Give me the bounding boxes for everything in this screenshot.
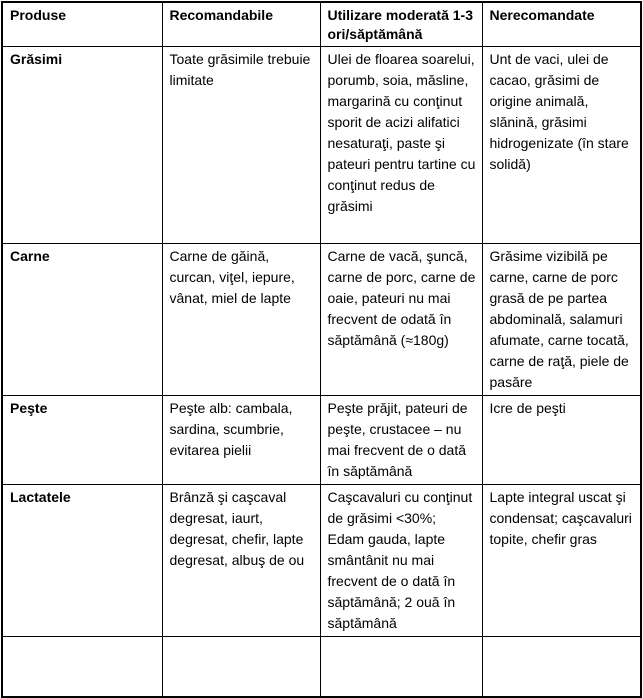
cell-partial-4: [482, 637, 641, 697]
food-recommendations-table: [1, 1, 642, 698]
cell-partial-1: [2, 637, 162, 697]
cell-grasimi-not-recommended: Unt de vaci, ulei de cacao, grăsimi de origine animală, slănină, grăsimi hidrogenizate (în stare solidă): [482, 47, 641, 244]
cell-lactatele-moderate: Caşcavaluri cu conţinut de grăsimi <30%; Edam gauda, lapte smântânit nu mai frecvent de o dată în săptămână; 2 ouă în săptămână: [320, 485, 482, 637]
column-header-produse: Produse: [2, 2, 162, 47]
cell-peste-not-recommended: Icre de peşti: [482, 396, 641, 485]
product-name-peste: Peşte: [2, 396, 162, 485]
table-row-partial: [2, 637, 641, 697]
cell-grasimi-moderate: Ulei de floarea soarelui, porumb, soia, măsline, margarină cu conţinut sporit de acizi alifatici nesaturaţi, paste şi pateuri pentru tartine cu conţinut redus de grăsimi: [320, 47, 482, 244]
table-row-carne: [2, 244, 641, 396]
table-header-row: [2, 2, 641, 47]
column-header-utilizare-moderata: Utilizare moderată 1-3 ori/săptămână: [320, 2, 482, 47]
product-name-carne: Carne: [2, 244, 162, 396]
cell-grasimi-recommended: Toate grăsimile trebuie limitate: [162, 47, 320, 244]
table-row-peste: [2, 396, 641, 485]
table-row-grasimi: [2, 47, 641, 244]
cell-partial-3: [320, 637, 482, 697]
table-row-lactatele: [2, 485, 641, 637]
cell-carne-recommended: Carne de găină, curcan, viţel, iepure, vânat, miel de lapte: [162, 244, 320, 396]
cell-lactatele-not-recommended: Lapte integral uscat şi condensat; caşcavaluri topite, chefir gras: [482, 485, 641, 637]
cell-carne-not-recommended: Grăsime vizibilă pe carne, carne de porc grasă de pe partea abdominală, salamuri afumate, carne tocată, carne de raţă, piele de pasăre: [482, 244, 641, 396]
cell-lactatele-recommended: Brânză şi caşcaval degresat, iaurt, degresat, chefir, lapte degresat, albuş de ou: [162, 485, 320, 637]
cell-peste-moderate: Peşte prăjit, pateuri de peşte, crustacee – nu mai frecvent de o dată în săptămână: [320, 396, 482, 485]
column-header-recomandabile: Recomandabile: [162, 2, 320, 47]
cell-partial-2: [162, 637, 320, 697]
column-header-nerecomandate: Nerecomandate: [482, 2, 641, 47]
cell-carne-moderate: Carne de vacă, şuncă, carne de porc, carne de oaie, pateuri nu mai frecvent de odată în săptămână (≈180g): [320, 244, 482, 396]
document-page: [0, 1, 643, 631]
cell-peste-recommended: Peşte alb: cambala, sardina, scumbrie, evitarea pielii: [162, 396, 320, 485]
product-name-grasimi: Grăsimi: [2, 47, 162, 244]
product-name-lactatele: Lactatele: [2, 485, 162, 637]
